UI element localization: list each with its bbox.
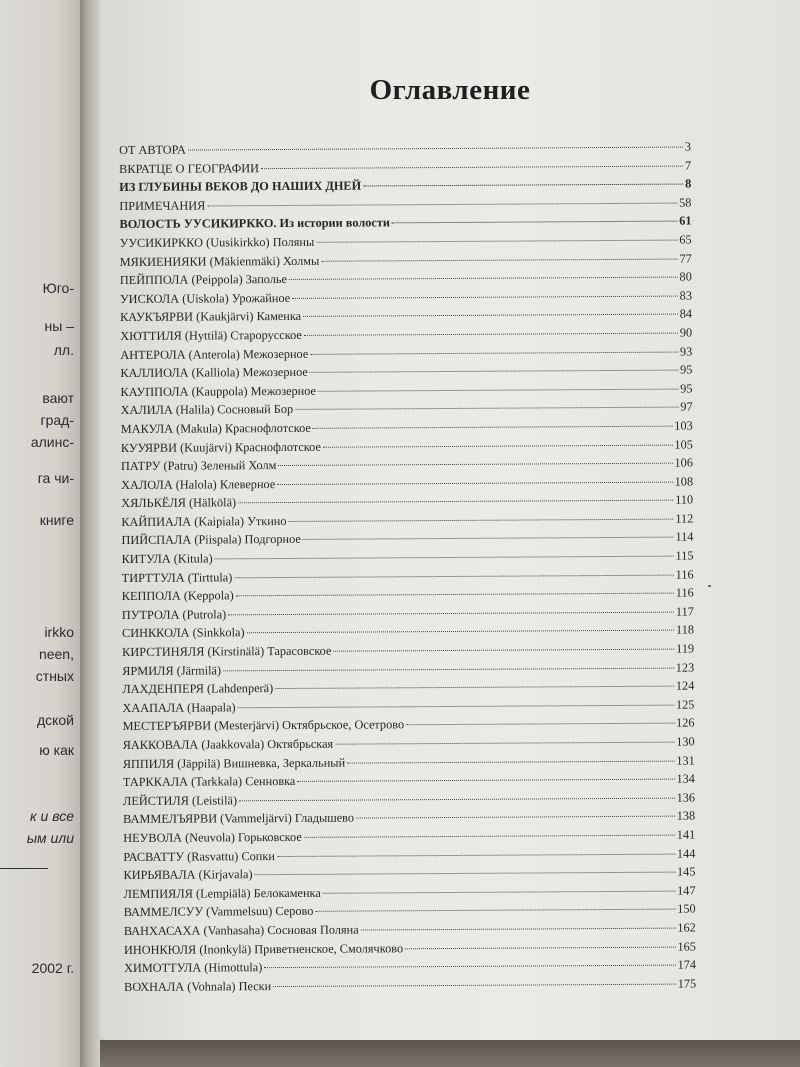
toc-entry-page-number: 134 <box>676 771 695 786</box>
toc-entry-page-number: 117 <box>675 604 694 619</box>
toc-entry-page-number: 93 <box>679 344 693 359</box>
toc-entry-page-number: 162 <box>677 920 696 935</box>
table-surface <box>100 1040 800 1067</box>
toc-entry-page-number: 103 <box>674 418 693 433</box>
toc-entry-page-number: 119 <box>676 641 695 656</box>
toc-dot-leader <box>207 202 677 206</box>
toc-entry-title: КАЛЛИОЛА (Kalliola) Межозерное <box>120 364 308 381</box>
toc-entry-title: ПИЙСПАЛА (Piispala) Подгорное <box>121 532 301 548</box>
toc-entry-title: КАУППОЛА (Kauppola) Межозерное <box>120 383 317 399</box>
toc-dot-leader <box>277 853 675 856</box>
toc-entry-page-number: 80 <box>679 269 692 284</box>
toc-entry-title: КЕППОЛА (Keppola) <box>121 588 234 604</box>
toc-entry-page-number: 115 <box>675 548 694 563</box>
toc-dot-leader <box>321 258 677 261</box>
left-page-fragment: вают <box>42 390 74 406</box>
toc-entry-page-number: 108 <box>674 474 694 489</box>
left-page-fragment: лл. <box>53 342 74 358</box>
left-page-fragment: га чи- <box>37 470 74 486</box>
left-page-fragment: ны – <box>44 318 74 334</box>
toc-entry-title: ТАРККАЛА (Tarkkala) Сенновка <box>122 774 296 790</box>
toc-dot-leader <box>323 890 675 893</box>
toc-entry-page-number: 84 <box>679 306 693 321</box>
toc-entry <box>124 976 696 998</box>
toc-dot-leader <box>236 593 674 597</box>
toc-entry-page-number: 141 <box>676 827 696 842</box>
toc-entry-title: ЯРМИЛЯ (Järmilä) <box>122 663 222 678</box>
toc-dot-leader <box>277 481 672 484</box>
toc-entry-title: ПРИМЕЧАНИЯ <box>119 198 206 213</box>
left-page-fragment: neen, <box>38 646 74 662</box>
toc-entry-page-number: 118 <box>675 622 695 638</box>
toc-entry-title: МАКУЛА (Makula) Краснофлотское <box>120 420 311 436</box>
toc-dot-leader <box>188 147 683 151</box>
toc-dot-leader <box>310 351 678 354</box>
toc-entry-title: УИСКОЛА (Uiskola) Урожайное <box>119 290 291 306</box>
toc-entry-page-number: 83 <box>679 288 692 303</box>
left-page-fragment: ю как <box>39 742 74 758</box>
toc-entry-page-number: 138 <box>676 808 696 823</box>
toc-dot-leader <box>356 816 675 819</box>
toc-entry-page-number: 174 <box>677 957 697 972</box>
left-page-fragment: дской <box>36 712 74 728</box>
toc-entry-page-number: 110 <box>675 492 694 507</box>
left-page-fragment: irkko <box>44 624 74 640</box>
toc-entry-title: ВАНХАСАХА (Vanhasaha) Сосновая Поляна <box>123 922 359 938</box>
toc-entry-title: ХАЛОЛА (Halola) Клеверное <box>121 476 276 492</box>
toc-entry-title: МЕСТЕРЪЯРВИ (Mesterjärvi) Октябрьское, Осетрово <box>122 717 405 734</box>
toc-dot-leader <box>289 277 678 280</box>
book-gutter <box>80 0 102 1067</box>
toc-dot-leader <box>315 909 675 912</box>
toc-dot-leader <box>275 686 674 689</box>
toc-entry-page-number: 61 <box>679 213 692 228</box>
toc-entry-title: ИЗ ГЛУБИНЫ ВЕКОВ ДО НАШИХ ДНЕЙ <box>119 178 362 195</box>
toc-entry-title: УУСИКИРККО (Uusikirkko) Поляны <box>119 234 315 250</box>
toc-entry-title: ИНОНКЮЛЯ (Inonkylä) Приветненское, Смолячково <box>123 940 404 957</box>
toc-entry-page-number: 3 <box>684 139 692 154</box>
table-of-contents <box>119 140 696 999</box>
toc-dot-leader <box>247 630 674 634</box>
toc-entry-title: ЯППИЛЯ (Jäppilä) Вишневка, Зеркальный <box>122 755 346 771</box>
toc-dot-leader <box>278 463 672 466</box>
toc-dot-leader <box>333 649 674 652</box>
toc-entry-title: ЛЕМПИЯЛЯ (Lempiälä) Белокаменка <box>123 885 321 901</box>
toc-entry-title: КИРСТИНЯЛЯ (Kirstinälä) Тарасовское <box>122 643 332 660</box>
toc-entry-page-number: 95 <box>680 362 693 377</box>
toc-entry-page-number: 145 <box>676 864 696 879</box>
toc-page <box>100 0 800 1040</box>
toc-dot-leader <box>273 983 675 986</box>
toc-dot-leader <box>316 240 677 243</box>
toc-dot-leader <box>406 723 674 726</box>
toc-dot-leader <box>335 742 674 745</box>
toc-dot-leader <box>347 760 674 763</box>
toc-entry-title: КИТУЛА (Kitula) <box>121 551 213 567</box>
toc-dot-leader <box>215 556 674 560</box>
toc-dot-leader <box>363 184 683 187</box>
toc-dot-leader <box>304 835 675 838</box>
toc-entry-page-number: 105 <box>674 437 693 452</box>
toc-entry-title: ПУТРОЛА (Putrola) <box>121 607 227 622</box>
toc-entry-page-number: 123 <box>675 660 695 675</box>
toc-entry-page-number: 175 <box>677 976 697 991</box>
toc-dot-leader <box>234 574 673 578</box>
toc-entry-page-number: 165 <box>677 939 696 954</box>
toc-dot-leader <box>223 667 674 671</box>
toc-dot-leader <box>313 426 672 429</box>
toc-entry-title: СИНККОЛА (Sinkkola) <box>121 625 245 641</box>
toc-entry-page-number: 65 <box>679 232 692 247</box>
toc-entry-title: ВОХНАЛА (Vohnala) Пески <box>124 978 272 994</box>
left-page-fragment: ым или <box>26 830 74 846</box>
toc-entry-title: ХЮТТИЛЯ (Hyttilä) Старорусское <box>120 327 302 343</box>
toc-entry-page-number: 106 <box>674 455 694 470</box>
left-page-fragment: стных <box>35 668 74 684</box>
left-page-fragment: к и все <box>30 808 74 824</box>
left-page-fragment: 2002 г. <box>31 960 74 976</box>
toc-entry-title: КИРЬЯВАЛА (Kirjavala) <box>123 867 253 883</box>
toc-dot-leader <box>228 611 674 615</box>
toc-dot-leader <box>261 165 683 169</box>
toc-entry-page-number: 112 <box>675 511 694 526</box>
toc-entry-page-number: 116 <box>675 585 694 600</box>
toc-dot-leader <box>303 314 678 317</box>
toc-dot-leader <box>238 500 673 504</box>
toc-dot-leader <box>318 388 678 391</box>
toc-entry-page-number: 116 <box>675 567 694 582</box>
toc-entry-page-number: 8 <box>685 176 692 191</box>
toc-entry-title: ТИРТТУЛА (Tirttula) <box>121 569 233 585</box>
toc-entry-page-number: 58 <box>679 195 692 210</box>
toc-entry-title: ЛЕЙСТИЛЯ (Leistilä) <box>122 793 238 808</box>
toc-entry-title: ВАММЕЛСУУ (Vammelsuu) Серово <box>123 904 314 920</box>
toc-entry-title: ВАММЕЛЪЯРВИ (Vammeljärvi) Гладышево <box>123 810 355 827</box>
toc-entry-page-number: 150 <box>677 901 696 916</box>
toc-entry-page-number: 131 <box>676 753 695 768</box>
toc-entry-title: КАУКЪЯРВИ (Kaukjärvi) Каменка <box>120 309 302 325</box>
toc-entry-title: ОТ АВТОРА <box>119 142 186 157</box>
left-page-rule <box>0 868 48 869</box>
toc-entry-page-number: 97 <box>680 399 693 414</box>
toc-entry-page-number: 147 <box>677 883 696 898</box>
toc-entry-title: КАЙПИАЛА (Kaipiala) Уткино <box>121 513 287 529</box>
toc-entry-title: АНТЕРОЛА (Anterola) Межозерное <box>120 346 309 362</box>
toc-entry-page-number: 144 <box>676 846 696 861</box>
toc-entry-title: ХААПАЛА (Haapala) <box>122 700 236 715</box>
toc-dot-leader <box>255 872 675 876</box>
toc-entry-page-number: 77 <box>679 251 692 266</box>
toc-dot-leader <box>310 370 678 373</box>
toc-entry-title: ПАТРУ (Patru) Зеленый Холм <box>120 458 277 474</box>
left-page-fragment: Юго- <box>42 280 74 296</box>
toc-entry-title: ЛАХДЕНПЕРЯ (Lahdenperä) <box>122 681 274 697</box>
toc-entry-page-number: 130 <box>676 734 695 749</box>
toc-dot-leader <box>239 797 675 801</box>
toc-dot-leader <box>238 704 674 708</box>
toc-entry-title: ВОЛОСТЬ УУСИКИРККО. Из истории волости <box>119 215 390 232</box>
toc-entry-page-number: 125 <box>675 697 695 712</box>
left-page-fragment: книге <box>39 512 74 528</box>
toc-entry-title: ПЕЙППОЛА (Peippola) Заполье <box>119 272 288 288</box>
toc-entry-title: ХАЛИЛА (Halila) Сосновый Бор <box>120 402 294 418</box>
toc-dot-leader <box>288 518 673 521</box>
toc-entry-page-number: 124 <box>675 678 695 693</box>
toc-dot-leader <box>304 333 678 336</box>
toc-entry-page-number: 114 <box>675 529 694 545</box>
toc-entry-page-number: 90 <box>679 325 693 340</box>
toc-entry-title: НЕУВОЛА (Neuvola) Горьковское <box>123 829 302 845</box>
toc-entry-title: МЯКИЕНИЯКИ (Mäkienmäki) Холмы <box>119 253 320 269</box>
toc-entry-page-number: 136 <box>676 790 696 805</box>
toc-entry-page-number: 95 <box>680 381 693 396</box>
paper-speck <box>708 585 711 587</box>
toc-dot-leader <box>361 928 676 931</box>
left-facing-page <box>0 0 80 1067</box>
left-page-fragment: град- <box>40 412 74 428</box>
toc-entry-title: КУУЯРВИ (Kuujärvi) Краснофлотское <box>120 439 321 455</box>
toc-entry-title: ХИМОТТУЛА (Himottula) <box>123 960 263 976</box>
toc-entry-page-number: 126 <box>676 715 695 731</box>
toc-dot-leader <box>295 407 678 410</box>
page-title: Оглавление <box>369 74 531 106</box>
toc-dot-leader <box>303 537 674 540</box>
toc-dot-leader <box>392 221 677 224</box>
toc-entry-title: ЯАККОВАЛА (Jaakkovala) Октябрьская <box>122 736 334 752</box>
toc-dot-leader <box>323 444 673 447</box>
toc-entry-page-number: 7 <box>684 158 692 173</box>
toc-entry-title: ВКРАТЦЕ О ГЕОГРАФИИ <box>119 160 260 176</box>
toc-dot-leader <box>297 779 674 782</box>
toc-entry-title: РАСВАТТУ (Rasvattu) Сопки <box>123 848 275 864</box>
toc-entry-title: ХЯЛЬКЁЛЯ (Hälkölä) <box>121 495 237 511</box>
toc-dot-leader <box>264 965 675 969</box>
toc-dot-leader <box>292 295 677 298</box>
left-page-fragment: алинс- <box>30 434 74 450</box>
toc-dot-leader <box>405 946 675 949</box>
